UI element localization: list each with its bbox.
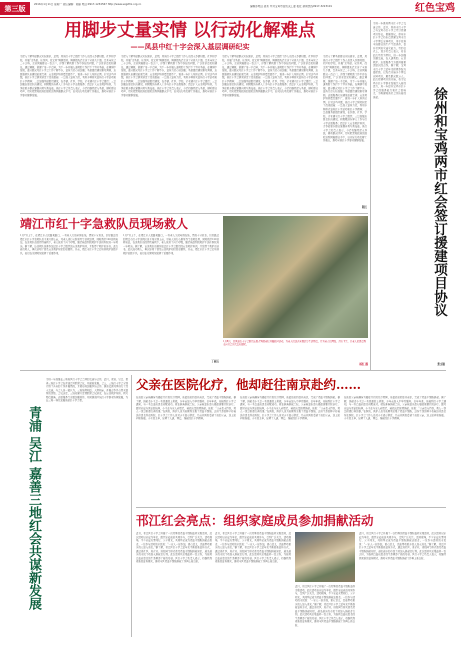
story3-body-col2: 在他的父亲被确诊为癌症并住院化疗期间，他依然如约赶往南京，完成了造血干细胞捐献。据了解，捐献者小王是一名普通的上班族，多年前加入中华骨髓库。去年年底，他接到红十字会通知，与一名白血病患者初配成功。就在准备捐献之际，父亲被查出患有癌症需要住院治疗。面对家庭与承诺的抉择，小王在与家人商量后，毅然决定按期捐献。他说：“父亲也支持我，救人一命是积德行善的事。”在医院，医护人员为他顺利采集了造血干细胞，这份生命的种子将被送往患者所在医院。红十字会工作人员对小王表示敬意，并前往医院看望了他的父亲，送上慰问和祝福。小王的义举，诠释了人道、博爱、奉献的红十字精神。 — [240, 396, 340, 420]
lead-body-col4: 为深入了解基层群众实际需求，近期，凤县红十字会组织工作人员深入乡镇村组、社区和学校，开展“走基层、转作风、改文风”调研活动。调研组先后走访了全县九个镇，召开座谈会二十余场，走访困难群众一百余户，详细了解救助工作中存在的问题，广泛征求意见和建议。通过调研，掌握了第一手资料，为下一步开展人道救助工作打下了坚实基础。在调研中发现，部分群众对红十字会工作了解不多，宣传力度有待加强；基层组织建设相对薄弱，志愿服务队伍建设亟需完善；应急救护培训覆盖面不广，需进一步扩大培训范围。针对这些问题，县红十字会研究制定了改进措施：一是加大宣传力度，利用多种形式宣传红十字运动和红十字精神；二是加强基层组织建设，在乡镇、社区、学校、企业建立红十字会组织；三是加强志愿者队伍建设，积极吸纳各界人士参与红十字志愿服务；四是扩大应急救护培训，力争使更多群众掌握自救互救技能。县红十字会负责人表示，今后将继续深入基层，倾听群众呼声，切实把党和政府的温暖送到困难群众手中，以实际行动化解工作难点，推动全县红十字事业健康发展。 — [323, 55, 367, 142]
story4-body-col3: 近日，邗江区红十字会开展了一次特殊的造血干细胞血样采集活动，此次活动以家庭为单位，组织家庭成员共同参与，受到广泛关注。活动现场，不少家庭夫妻同行、父子同来，共同登记成为造血干细胞捐献志愿者。一位参与活动的市民说：“一家人一起参加，更有意义，也能带动更多的人加入进来。”据了解，邗江区红十字会近年来不断创新宣传方式，通过进社区、进企业、进校园等形式普及造血干细胞捐献知识，越来越多的市民主动加入捐献者行列。此次活动共采集血样一百余份，为挽救白血病患者的生命增添了新的希望。区红十字会负责人表示，将继续探索新的宣传模式，推动全区造血干细胞捐献工作再上新台阶。 — [295, 585, 355, 627]
lead-body-col2: 为深入了解基层群众实际需求，近期，凤县红十字会组织工作人员深入乡镇村组、社区和学校，开展“走基层、转作风、改文风”调研活动。调研组先后走访了全县九个镇，召开座谈会二十余场，走访困难群众一百余户，详细了解救助工作中存在的问题，广泛征求意见和建议。通过调研，掌握了第一手资料，为下一步开展人道救助工作打下了坚实基础。在调研中发现，部分群众对红十字会工作了解不多，宣传力度有待加强；基层组织建设相对薄弱，志愿服务队伍建设亟需完善；应急救护培训覆盖面不广，需进一步扩大培训范围。针对这些问题，县红十字会研究制定了改进措施：一是加大宣传力度，利用多种形式宣传红十字运动和红十字精神；二是加强基层组织建设，在乡镇、社区、学校、企业建立红十字会组织；三是加强志愿者队伍建设，积极吸纳各界人士参与红十字志愿服务；四是扩大应急救护培训，力争使更多群众掌握自救互救技能。县红十字会负责人表示，今后将继续深入基层，倾听群众呼声，切实把党和政府的温暖送到困难群众手中，以实际行动化解工作难点，推动全县红十字事业健康发展。 — [121, 55, 217, 97]
lead-headline: 用脚步丈量实情 以行动化解难点 — [64, 21, 316, 41]
story3-headline: 父亲在医院化疗，他却赶往南京赴约…… — [136, 377, 362, 392]
lead-author: 陈红 — [361, 206, 367, 209]
qingjian-body: 为进一步加强长三角地区红十字会之间的交流与合作，近日，青浦、吴江、嘉善三地红十字会在青浦召开联席会议，共谋新发展。会上，三地红十字会分别介绍了各自的工作开展情况，并就如何加强区域合作、推进资源共享进行了深入交流。与会人员一致认为，三地地缘相近、人缘相亲，开展合作具有得天独厚的优势。会议决定，三地将建立定期联席会议制度，在应急救护培训、救灾物资储备、志愿服务等方面加强协作，共同推进区域红十字事业协调发展，为长三角一体化发展贡献红十字力量。 — [46, 378, 128, 402]
news-photo — [223, 216, 368, 338]
story3-body-col3: 在他的父亲被确诊为癌症并住院化疗期间，他依然如约赶往南京，完成了造血干细胞捐献。据了解，捐献者小王是一名普通的上班族，多年前加入中华骨髓库。去年年底，他接到红十字会通知，与一名白血病患者初配成功。就在准备捐献之际，父亲被查出患有癌症需要住院治疗。面对家庭与承诺的抉择，小王在与家人商量后，毅然决定按期捐献。他说：“父亲也支持我，救人一命是积德行善的事。”在医院，医护人员为他顺利采集了造血干细胞，这份生命的种子将被送往患者所在医院。红十字会工作人员对小王表示敬意，并前往医院看望了他的父亲，送上慰问和祝福。小王的义举，诠释了人道、博爱、奉献的红十字精神。 — [344, 396, 446, 420]
lead-body-col3: 为深入了解基层群众实际需求，近期，凤县红十字会组织工作人员深入乡镇村组、社区和学校，开展“走基层、转作风、改文风”调研活动。调研组先后走访了全县九个镇，召开座谈会二十余场，走访困难群众一百余户，详细了解救助工作中存在的问题，广泛征求意见和建议。通过调研，掌握了第一手资料，为下一步开展人道救助工作打下了坚实基础。在调研中发现，部分群众对红十字会工作了解不多，宣传力度有待加强；基层组织建设相对薄弱，志愿服务队伍建设亟需完善；应急救护培训覆盖面不广，需进一步扩大培训范围。针对这些问题，县红十字会研究制定了改进措施：一是加大宣传力度，利用多种形式宣传红十字运动和红十字精神；二是加强基层组织建设，在乡镇、社区、学校、企业建立红十字会组织；三是加强志愿者队伍建设，积极吸纳各界人士参与红十字志愿服务；四是扩大应急救护培训，力争使更多群众掌握自救互救技能。县红十字会负责人表示，今后将继续深入基层，倾听群众呼声，切实把党和政府的温暖送到困难群众手中，以实际行动化解工作难点，推动全县红十字事业健康发展。 — [222, 55, 318, 97]
story4-body-col2: 近日，邗江区红十字会开展了一次特殊的造血干细胞血样采集活动，此次活动以家庭为单位，组织家庭成员共同参与，受到广泛关注。活动现场，不少家庭夫妻同行、父子同来，共同登记成为造血干细胞捐献志愿者。一位参与活动的市民说：“一家人一起参加，更有意义，也能带动更多的人加入进来。”据了解，邗江区红十字会近年来不断创新宣传方式，通过进社区、进企业、进校园等形式普及造血干细胞捐献知识，越来越多的市民主动加入捐献者行列。此次活动共采集血样一百余份，为挽救白血病患者的生命增添了新的希望。区红十字会负责人表示，将继续探索新的宣传模式，推动全区造血干细胞捐献工作再上新台阶。 — [215, 532, 291, 563]
xuzhou-headline: 徐州和宝鸡两市红会签订援建项目协议 — [431, 87, 447, 317]
qingjian-headline: 青浦 吴江 嘉善三地红会共谋新发展 — [26, 405, 41, 611]
lead-body-col1: 为深入了解基层群众实际需求，近期，凤县红十字会组织工作人员深入乡镇村组、社区和学校，开展“走基层、转作风、改文风”调研活动。调研组先后走访了全县九个镇，召开座谈会二十余场，走访困难群众一百余户，详细了解救助工作中存在的问题，广泛征求意见和建议。通过调研，掌握了第一手资料，为下一步开展人道救助工作打下了坚实基础。在调研中发现，部分群众对红十字会工作了解不多，宣传力度有待加强；基层组织建设相对薄弱，志愿服务队伍建设亟需完善；应急救护培训覆盖面不广，需进一步扩大培训范围。针对这些问题，县红十字会研究制定了改进措施：一是加大宣传力度，利用多种形式宣传红十字运动和红十字精神；二是加强基层组织建设，在乡镇、社区、学校、企业建立红十字会组织；三是加强志愿者队伍建设，积极吸纳各界人士参与红十字志愿服务；四是扩大应急救护培训，力争使更多群众掌握自救互救技能。县红十字会负责人表示，今后将继续深入基层，倾听群众呼声，切实把党和政府的温暖送到困难群众手中，以实际行动化解工作难点，推动全县红十字事业健康发展。 — [20, 55, 116, 97]
page-number-badge: 第三版 — [0, 2, 30, 15]
masthead-brand: 红色宝鸡 — [415, 3, 455, 14]
header-left-info: 2016年1月11日 星期一 责任编辑：胡丽 电话:0917-1234567 http://www.sxgzfzx.org.cn — [34, 3, 142, 6]
story4-photo — [295, 532, 355, 582]
header-rule — [0, 17, 461, 18]
column-divider — [370, 20, 371, 370]
divider — [20, 213, 368, 214]
divider — [20, 370, 446, 371]
story2-body-col1: 1月7日上午，在靖江市人民路某路口，一名老人突然晕倒在地，情况十分危急。恰好路过的靖江市红十字急救队员王某立即上前，对老人进行心肺复苏等急救处置，同时拨打120急救电话。在急救队员的持续施救下，老人恢复了自主呼吸，随后被赶到的救护车送往医院进一步救治。据了解，该急救队员曾参加过红十字会组织的应急救护培训，并取得了救护员证书。此次成功救人，再次证明了普及应急救护知识的重要性。目前，靖江市红十字会已培训救护员数千名，他们在关键时刻发挥了重要作用。 — [20, 234, 118, 255]
xuzhou-author: 张文敏 — [437, 363, 445, 366]
story2-headline: 靖江市红十字急救队员现场救人 — [20, 217, 189, 231]
story3-body-col1: 在他的父亲被确诊为癌症并住院化疗期间，他依然如约赶往南京，完成了造血干细胞捐献。据了解，捐献者小王是一名普通的上班族，多年前加入中华骨髓库。去年年底，他接到红十字会通知，与一名白血病患者初配成功。就在准备捐献之际，父亲被查出患有癌症需要住院治疗。面对家庭与承诺的抉择，小王在与家人商量后，毅然决定按期捐献。他说：“父亲也支持我，救人一命是积德行善的事。”在医院，医护人员为他顺利采集了造血干细胞，这份生命的种子将被送往患者所在医院。红十字会工作人员对小王表示敬意，并前往医院看望了他的父亲，送上慰问和祝福。小王的义举，诠释了人道、博爱、奉献的红十字精神。 — [136, 396, 236, 420]
story2-body-col2: 1月7日上午，在靖江市人民路某路口，一名老人突然晕倒在地，情况十分危急。恰好路过的靖江市红十字急救队员王某立即上前，对老人进行心肺复苏等急救处置，同时拨打120急救电话。在急救队员的持续施救下，老人恢复了自主呼吸，随后被赶到的救护车送往医院进一步救治。据了解，该急救队员曾参加过红十字会组织的应急救护培训，并取得了救护员证书。此次成功救人，再次证明了普及应急救护知识的重要性。目前，靖江市红十字会已培训救护员数千名，他们在关键时刻发挥了重要作用。 — [123, 234, 219, 255]
header-mid-info: 编辑部电话 美术 中共宝鸡市直机关工委 报社 新闻热线0917-3223101 — [250, 5, 333, 8]
page-header — [0, 0, 461, 18]
story4-body-col1: 近日，邗江区红十字会开展了一次特殊的造血干细胞血样采集活动，此次活动以家庭为单位，组织家庭成员共同参与，受到广泛关注。活动现场，不少家庭夫妻同行、父子同来，共同登记成为造血干细胞捐献志愿者。一位参与活动的市民说：“一家人一起参加，更有意义，也能带动更多的人加入进来。”据了解，邗江区红十字会近年来不断创新宣传方式，通过进社区、进企业、进校园等形式普及造血干细胞捐献知识，越来越多的市民主动加入捐献者行列。此次活动共采集血样一百余份，为挽救白血病患者的生命增添了新的希望。区红十字会负责人表示，将继续探索新的宣传模式，推动全区造血干细胞捐献工作再上新台阶。 — [136, 532, 212, 563]
xuzhou-body-a: 为进一步推进两市红十字会交流合作，近日，徐州市红十字会与宝鸡市红十字会签订援建项目协议。根据协议，徐州市红十字会将出资援建宝鸡市红十字博爱家园项目，用于改善当地群众的生产生活条件，提升社区防灾减灾能力。签约仪式上，双方负责人表示，将以此次签约为契机，进一步加强沟通交流，在人道救助、应急救护、志愿服务等方面开展更深层次的合作。据了解，宝鸡市红十字会近年来积极争取外部援助，已先后实施多个博爱家园项目，惠及群众数万人。此次援建项目的实施，将为宝鸡市红十字事业发展注入新的活力，进一步提升宝鸡市红十字会的服务能力和社会影响力，为构建和谐社会作出新的贡献。 — [373, 22, 406, 99]
story2-author: 丁丽云 — [211, 360, 219, 363]
divider — [136, 507, 446, 508]
lead-subhead: ——凤县中红十字会深入基层调研纪实 — [130, 42, 250, 51]
story4-body-col4: 近日，邗江区红十字会开展了一次特殊的造血干细胞血样采集活动，此次活动以家庭为单位，组织家庭成员共同参与，受到广泛关注。活动现场，不少家庭夫妻同行、父子同来，共同登记成为造血干细胞捐献志愿者。一位参与活动的市民说：“一家人一起参加，更有意义，也能带动更多的人加入进来。”据了解，邗江区红十字会近年来不断创新宣传方式，通过进社区、进企业、进校园等形式普及造血干细胞捐献知识，越来越多的市民主动加入捐献者行列。此次活动共采集血样一百余份，为挽救白血病患者的生命增添了新的希望。区红十字会负责人表示，将继续探索新的宣传模式，推动全区造血干细胞捐献工作再上新台阶。 — [359, 532, 446, 560]
photo-caption: 1月8日，扶风县红十字会组织志愿者到敬老院开展慰问活动，为老人们送去米面油等生活物资，并为老人们理发、打扫卫生，让老人们感受到来自社会的关爱和温暖。 — [223, 340, 367, 347]
photo-credit: 杨红 摄 — [359, 363, 368, 366]
story4-headline: 邗江红会亮点：组织家庭成员参加捐献活动 — [136, 513, 374, 528]
column-divider — [131, 375, 132, 637]
